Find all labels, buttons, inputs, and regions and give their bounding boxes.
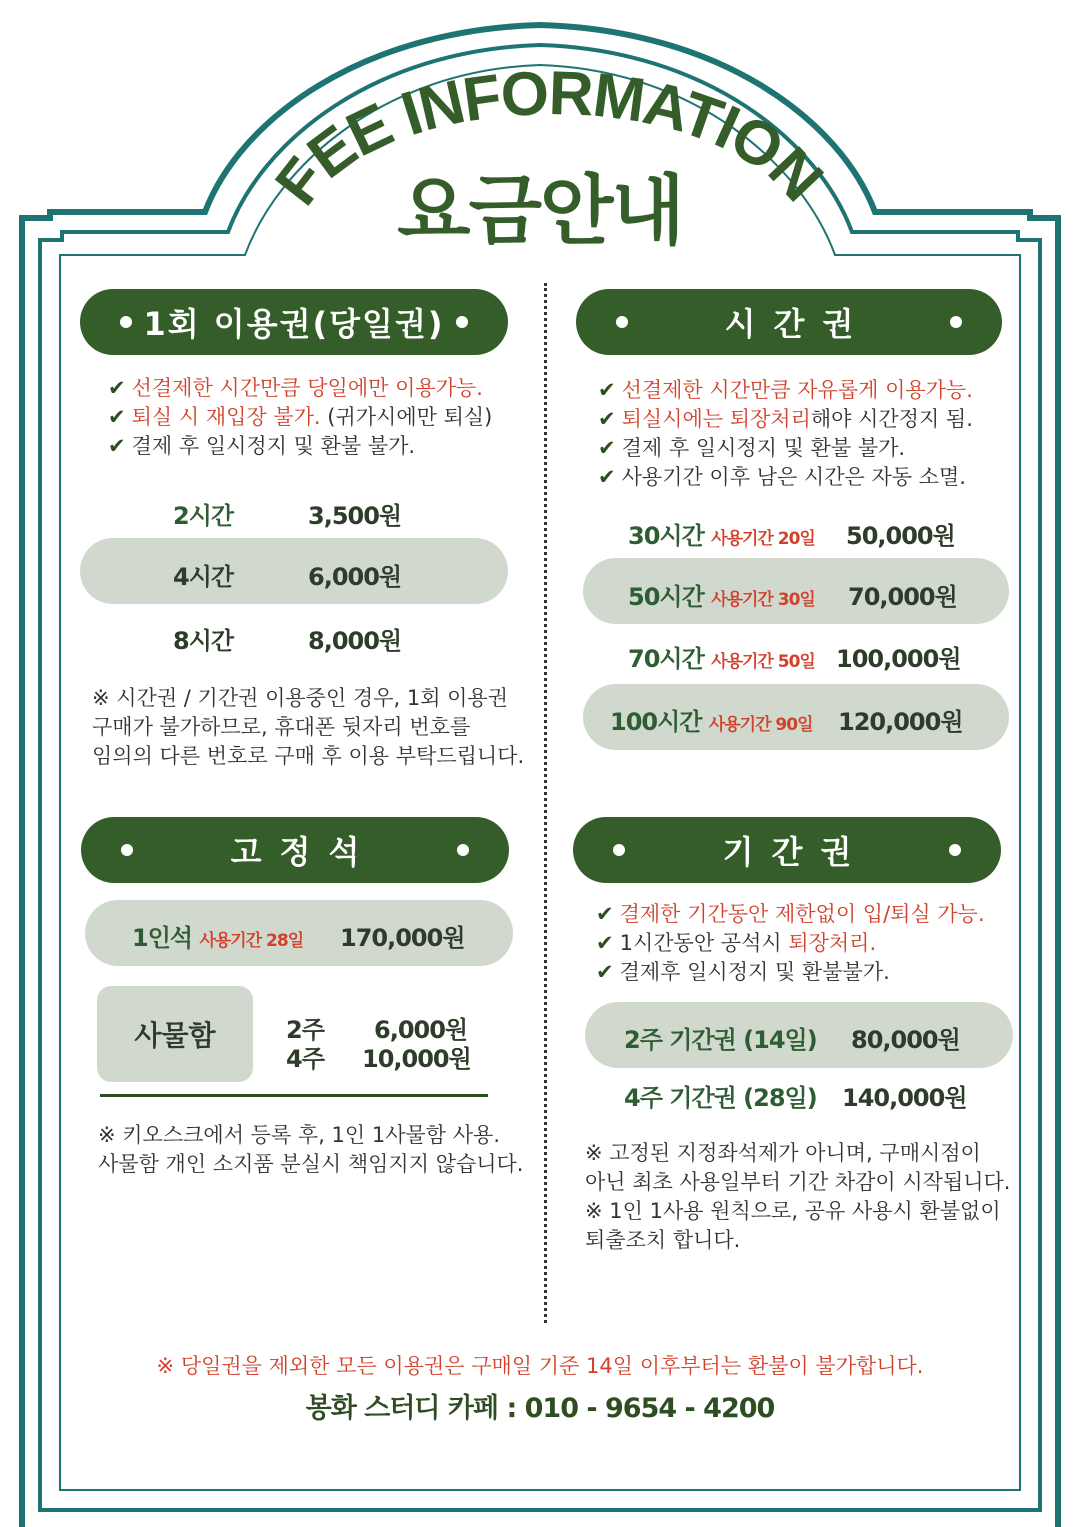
period-price: 80,000원 [851, 1026, 960, 1054]
check-icon: ✔ [108, 434, 126, 458]
locker-price: 10,000원 [362, 1045, 471, 1073]
check-icon: ✔ [596, 931, 614, 955]
daily-rules [108, 374, 492, 461]
daily-label: 4시간 [173, 563, 234, 591]
time-price: 120,000원 [838, 708, 963, 736]
page-title: 요금안내 [397, 166, 683, 255]
check-icon: ✔ [596, 960, 614, 984]
rule-item: ✔ 결제 후 일시정지 및 환불 불가. [108, 434, 416, 458]
column-divider [544, 283, 547, 1323]
time-label: 50시간 사용기간 30일 [628, 583, 815, 611]
refund-note: ※ 당일권을 제외한 모든 이용권은 구매일 기준 14일 이후부터는 환불이 불가합니다. [156, 1354, 924, 1378]
time-label: 70시간 사용기간 50일 [628, 645, 815, 673]
period-note: ※ 고정된 지정좌석제가 아니며, 구매시점이 아닌 최초 사용일부터 기간 차감이 시작됩니다. ※ 1인 1사용 원칙으로, 공유 사용시 환불없이 퇴출조치 합니다. [585, 1141, 1011, 1252]
daily-label: 2시간 [173, 502, 234, 530]
period-price: 140,000원 [842, 1084, 967, 1112]
locker-badge: 사물함 [97, 986, 253, 1082]
daily-price: 3,500원 [308, 502, 402, 530]
price-row-highlight [80, 538, 508, 604]
daily-price: 8,000원 [308, 627, 402, 655]
time-label: 30시간 사용기간 20일 [628, 522, 815, 550]
rule-item: ✔ 퇴실시에는 퇴장처리해야 시간정지 됨. [598, 407, 973, 431]
period-rules [596, 900, 985, 987]
rule-item: ✔ 결제 후 일시정지 및 환불 불가. [598, 436, 906, 460]
time-rules [598, 376, 973, 492]
title-arc-text: FEE INFORMATION [262, 58, 835, 218]
fixed-note: ※ 키오스크에서 등록 후, 1인 1사물함 사용. 사물함 개인 소지품 분실시 책임지지 않습니다. [98, 1123, 524, 1176]
time-price: 50,000원 [846, 522, 955, 550]
fixed-seat-header: 고정석 [81, 817, 509, 883]
rule-item: ✔ 1시간동안 공석시 퇴장처리. [596, 931, 877, 955]
rule-item: ✔ 결제후 일시정지 및 환불불가. [596, 960, 890, 984]
locker-price: 6,000원 [374, 1016, 468, 1044]
locker-period: 4주 [286, 1045, 324, 1073]
time-price: 70,000원 [848, 583, 957, 611]
check-icon: ✔ [108, 405, 126, 429]
seat-price: 170,000원 [340, 924, 465, 952]
daily-price: 6,000원 [308, 563, 402, 591]
time-pass-header: 시간권 [576, 289, 1002, 355]
period-label: 2주 기간권 (14일) [624, 1026, 817, 1054]
check-icon: ✔ [598, 378, 616, 402]
rule-item: ✔ 퇴실 시 재입장 불가. (귀가시에만 퇴실) [108, 405, 493, 429]
section-rule [100, 1094, 488, 1097]
check-icon: ✔ [598, 465, 616, 489]
check-icon: ✔ [598, 436, 616, 460]
daily-label: 8시간 [173, 627, 234, 655]
daily-pass-header: 1회 이용권(당일권) [80, 289, 508, 355]
contact-info: 봉화 스터디 카페 : 010 - 9654 - 4200 [305, 1393, 775, 1424]
rule-item: ✔ 사용기간 이후 남은 시간은 자동 소멸. [598, 465, 966, 489]
locker-period: 2주 [286, 1016, 324, 1044]
time-price: 100,000원 [836, 645, 961, 673]
rule-item: ✔ 결제한 기간동안 제한없이 입/퇴실 가능. [596, 902, 985, 926]
time-label: 100시간 사용기간 90일 [610, 708, 813, 736]
daily-note: ※ 시간권 / 기간권 이용중인 경우, 1회 이용권 구매가 불가하므로, 휴대폰 뒷자리 번호를 임의의 다른 번호로 구매 후 이용 부탁드립니다. [92, 686, 525, 768]
rule-item: ✔ 선결제한 시간만큼 당일에만 이용가능. [108, 376, 483, 400]
period-label: 4주 기간권 (28일) [624, 1084, 817, 1112]
check-icon: ✔ [596, 902, 614, 926]
check-icon: ✔ [108, 376, 126, 400]
check-icon: ✔ [598, 407, 616, 431]
rule-item: ✔ 선결제한 시간만큼 자유롭게 이용가능. [598, 378, 973, 402]
seat-label: 1인석 사용기간 28일 [132, 924, 304, 952]
period-pass-header: 기간권 [573, 817, 1001, 883]
